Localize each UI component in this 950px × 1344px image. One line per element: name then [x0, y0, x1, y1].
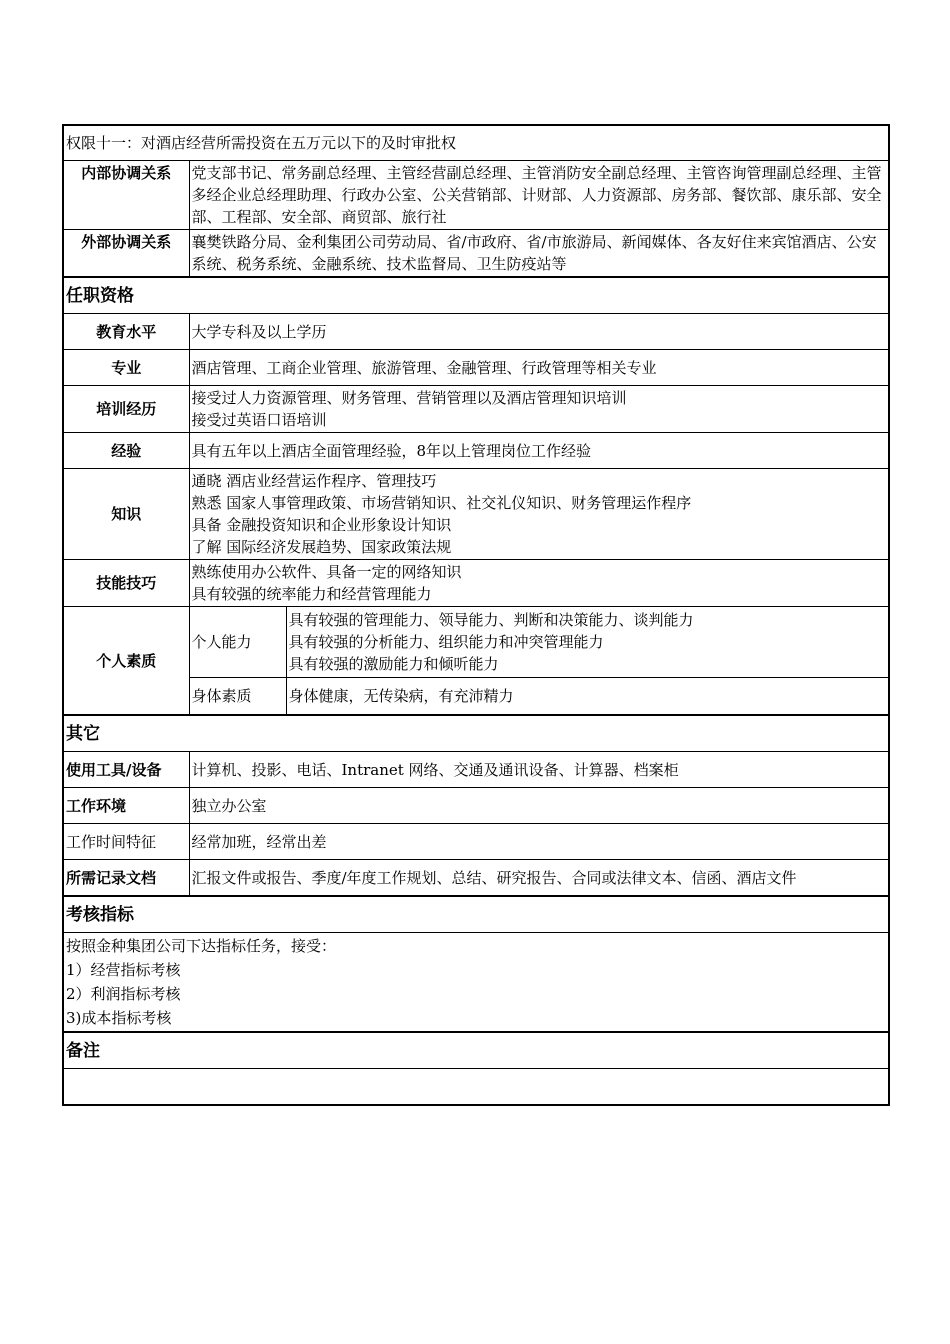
experience-row	[63, 433, 889, 469]
education-label: 教育水平	[63, 314, 189, 350]
knowledge-row	[63, 469, 889, 560]
skills-line: 熟练使用办公软件、具备一定的网络知识	[191, 563, 462, 581]
education-row	[63, 314, 889, 350]
remarks-title: 备注	[63, 1032, 889, 1069]
ability-value	[286, 607, 889, 678]
experience-value: 具有五年以上酒店全面管理经验，8年以上管理岗位工作经验	[189, 433, 889, 469]
remarks-content-row	[63, 1069, 889, 1106]
documents-value: 汇报文件或报告、季度/年度工作规划、总结、研究报告、合同或法律文本、信函、酒店文件	[189, 860, 889, 897]
tools-label: 使用工具/设备	[63, 752, 189, 788]
training-label: 培训经历	[63, 386, 189, 433]
training-line: 接受过英语口语培训	[191, 411, 327, 429]
assessment-content-row	[63, 933, 889, 1033]
environment-value: 独立办公室	[189, 788, 889, 824]
external-coordination-label: 外部协调关系	[63, 230, 189, 278]
authority-text: 权限十一：对酒店经营所需投资在五万元以下的及时审批权	[63, 125, 889, 161]
qualifications-section-row	[63, 277, 889, 314]
job-description-sheet	[62, 124, 888, 1106]
remarks-content	[63, 1069, 889, 1106]
authority-row	[63, 125, 889, 161]
remarks-section-row	[63, 1032, 889, 1069]
knowledge-line: 熟悉 国家人事管理政策、市场营销知识、社交礼仪知识、财务管理运作程序	[191, 494, 692, 512]
ability-line: 具有较强的分析能力、组织能力和冲突管理能力	[288, 633, 604, 651]
training-row	[63, 386, 889, 433]
assessment-section-row	[63, 896, 889, 933]
environment-row	[63, 788, 889, 824]
skills-row	[63, 560, 889, 607]
training-value	[189, 386, 889, 433]
documents-row	[63, 860, 889, 897]
environment-label: 工作环境	[63, 788, 189, 824]
internal-coordination-value: 党支部书记、常务副总经理、主管经营副总经理、主管消防安全副总经理、主管咨询管理副总经理、主管多经企业总经理助理、行政办公室、公关营销部、计财部、人力资源部、房务部、餐饮部、康乐部、安全部、工程部、安全部、商贸部、旅行社	[189, 161, 889, 230]
external-coordination-row	[63, 230, 889, 278]
experience-label: 经验	[63, 433, 189, 469]
physical-label: 身体素质	[189, 678, 286, 716]
assessment-title: 考核指标	[63, 896, 889, 933]
skills-line: 具有较强的统率能力和经营管理能力	[191, 585, 432, 603]
knowledge-line: 了解 国际经济发展趋势、国家政策法规	[191, 538, 452, 556]
work-time-row	[63, 824, 889, 860]
knowledge-line: 通晓 酒店业经营运作程序、管理技巧	[191, 472, 437, 490]
assessment-content	[63, 933, 889, 1033]
documents-label: 所需记录文档	[63, 860, 189, 897]
work-time-value: 经常加班，经常出差	[189, 824, 889, 860]
assessment-line: 3)成本指标考核	[66, 1009, 172, 1027]
major-row	[63, 350, 889, 386]
internal-coordination-label: 内部协调关系	[63, 161, 189, 230]
knowledge-line: 具备 金融投资知识和企业形象设计知识	[191, 516, 452, 534]
skills-value	[189, 560, 889, 607]
other-section-row	[63, 715, 889, 752]
knowledge-value	[189, 469, 889, 560]
assessment-line: 2）利润指标考核	[66, 985, 181, 1003]
tools-row	[63, 752, 889, 788]
education-value: 大学专科及以上学历	[189, 314, 889, 350]
ability-line: 具有较强的管理能力、领导能力、判断和决策能力、谈判能力	[288, 611, 694, 629]
assessment-line: 1）经营指标考核	[66, 961, 181, 979]
skills-label: 技能技巧	[63, 560, 189, 607]
assessment-line: 按照金种集团公司下达指标任务，接受：	[66, 937, 337, 955]
physical-value: 身体健康，无传染病，有充沛精力	[286, 678, 889, 716]
other-title: 其它	[63, 715, 889, 752]
ability-line: 具有较强的激励能力和倾听能力	[288, 655, 499, 673]
job-description-table	[62, 124, 890, 1106]
ability-row	[63, 607, 889, 678]
major-label: 专业	[63, 350, 189, 386]
ability-label: 个人能力	[189, 607, 286, 678]
external-coordination-value: 襄樊铁路分局、金利集团公司劳动局、省/市政府、省/市旅游局、新闻媒体、各友好住来宾馆酒店、公安系统、税务系统、金融系统、技术监督局、卫生防疫站等	[189, 230, 889, 278]
tools-value: 计算机、投影、电话、Intranet 网络、交通及通讯设备、计算器、档案柜	[189, 752, 889, 788]
knowledge-label: 知识	[63, 469, 189, 560]
major-value: 酒店管理、工商企业管理、旅游管理、金融管理、行政管理等相关专业	[189, 350, 889, 386]
work-time-label: 工作时间特征	[63, 824, 189, 860]
internal-coordination-row	[63, 161, 889, 230]
qualifications-title: 任职资格	[63, 277, 889, 314]
training-line: 接受过人力资源管理、财务管理、营销管理以及酒店管理知识培训	[191, 389, 627, 407]
personal-quality-label: 个人素质	[63, 607, 189, 716]
